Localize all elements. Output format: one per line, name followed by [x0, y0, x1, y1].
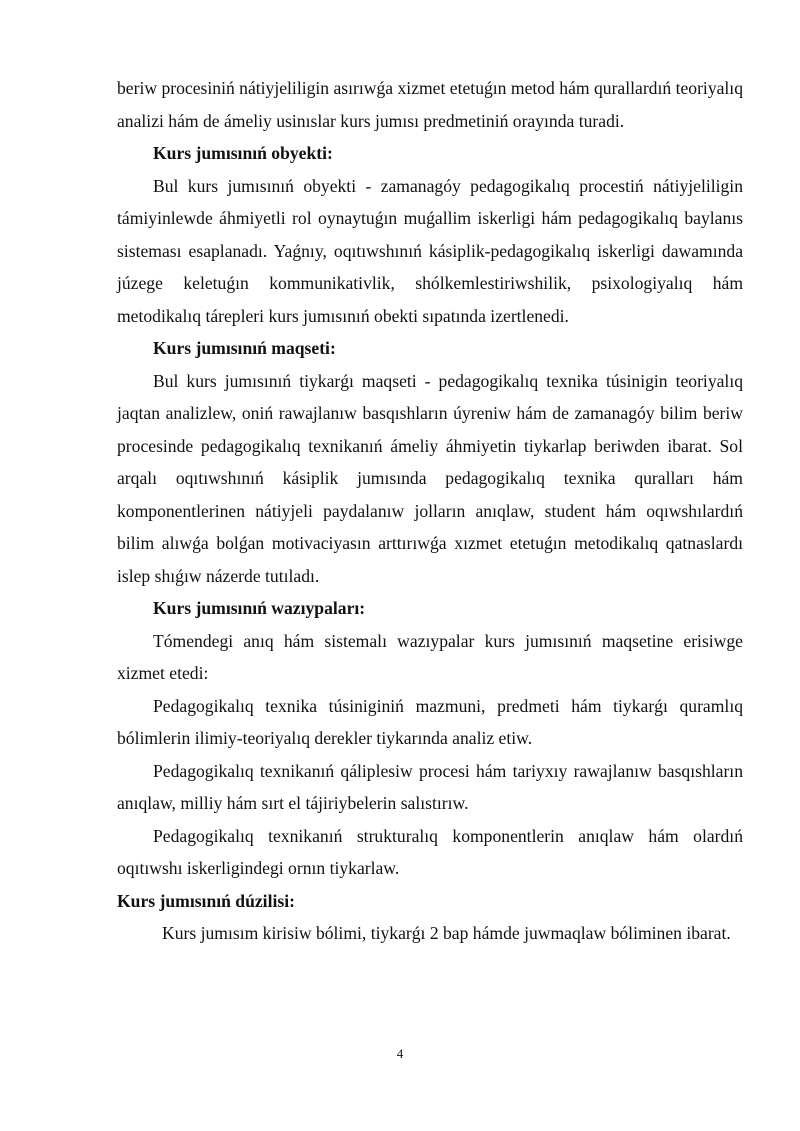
- paragraph-object: Bul kurs jumısınıń obyekti - zamanagóy pedagogikalıq procestiń nátiyjeliligin támiyinlewde áhmiyetli rol oynaytuǵın muǵallim iskerligi hám pedagogikalıq baylanıs sisteması esaplanadı. Yaǵnıy, oqıtıwshınıń kásiplik-pedagogikalıq iskerligi dawamında júzege keletuǵın kommunikativlik, shólkemlestiriwshilik, psixologiyalıq hám metodikalıq tárepleri kurs jumısınıń obekti sıpatında izertlenedi.: [117, 175, 743, 326]
- paragraph-tasks-intro: Tómendegi anıq hám sistemalı wazıypalar kurs jumısınıń maqsetine erisiwge xizmet etedi:: [117, 630, 743, 683]
- paragraph-intro: beriw procesiniń nátiyjeliligin asırıwǵa xizmet etetuǵın metod hám qurallardıń teoriyalıq analizi hám de ámeliy usinıslar kurs jumısı predmetiniń orayında turadi.: [117, 78, 743, 131]
- document-page: [117, 72, 743, 950]
- heading-structure: Kurs jumısınıń dúzilisi:: [117, 890, 295, 911]
- heading-object: Kurs jumısınıń obyekti:: [153, 143, 333, 163]
- paragraph-task-3: Pedagogikalıq texnikanıń strukturalıq komponentlerin anıqlaw hám olardıń oqıtıwshı iskerligindegi ornın tiykarlaw.: [117, 825, 743, 878]
- paragraph-goal: Bul kurs jumısınıń tiykarǵı maqseti - pedagogikalıq texnika túsinigin teoriyalıq jaqtan analizlew, oniń rawajlanıw basqıshların úyreniw hám de zamanagóy bilim beriw procesinde pedagogikalıq texnikanıń ámeliy áhmiyetin tiykarlap beriwden ibarat. Sol arqalı oqıtıwshınıń kásiplik jumısında pedagogikalıq texnika quralları hám komponentlerinen nátiyjeli paydalanıw jolların anıqlaw, student hám oqıwshılardıń bilim alıwǵa bolǵan motivaciyasın arttırıwǵa xızmet etetuǵın metodikalıq qatnaslardı islep shıǵıw názerde tutıladı.: [117, 370, 743, 586]
- heading-goal: Kurs jumısınıń maqseti:: [153, 338, 336, 358]
- page-number: 4: [396, 1046, 404, 1061]
- paragraph-structure: Kurs jumısım kirisiw bólimi, tiykarǵı 2 bap hámde juwmaqlaw bóliminen ibarat.: [162, 923, 731, 943]
- paragraph-task-1: Pedagogikalıq texnika túsiniginiń mazmuni, predmeti hám tiykarǵı quramlıq bólimlerin ilimiy-teoriyalıq derekler tiykarında analiz etiw.: [117, 695, 743, 748]
- paragraph-task-2: Pedagogikalıq texnikanıń qáliplesiw procesi hám tariyxıy rawajlanıw basqıshların anıqlaw, milliy hám sırt el tájiriybelerin salıstırıw.: [117, 760, 743, 813]
- heading-tasks: Kurs jumısınıń wazıypaları:: [153, 598, 366, 618]
